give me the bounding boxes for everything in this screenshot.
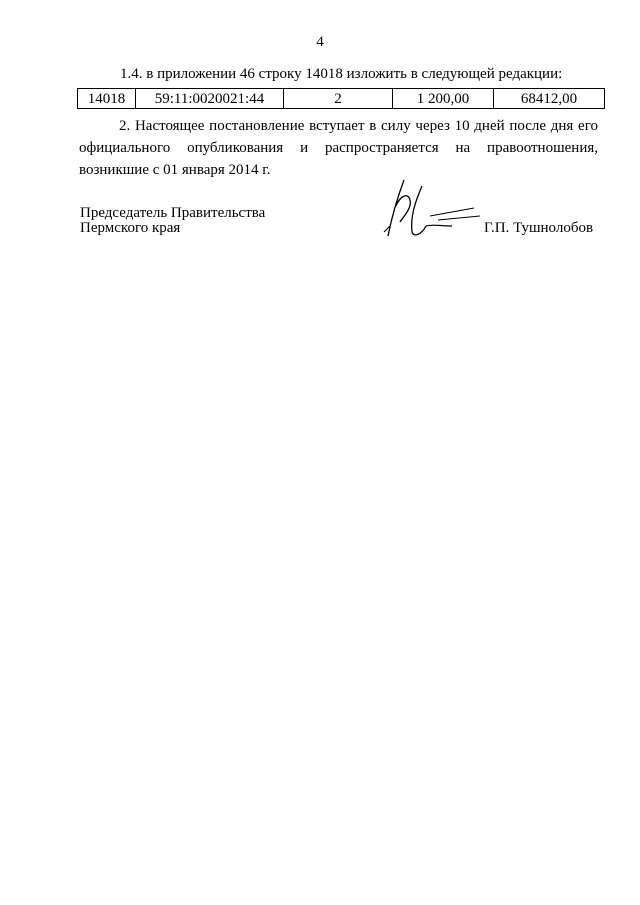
table-row (78, 89, 605, 109)
paragraph-line: официального опубликования и распространяется на правоотношения, (79, 140, 598, 156)
table-cell-value: 68412,00 (494, 89, 605, 109)
table-cell-area: 1 200,00 (393, 89, 494, 109)
item-1-4-text: 1.4. в приложении 46 строку 14018 изложить в следующей редакции: (120, 66, 563, 82)
paragraph-line: возникшие с 01 января 2014 г. (79, 162, 271, 178)
table-cell-count: 2 (284, 89, 393, 109)
handwritten-signature (382, 176, 482, 242)
table-cell-row-number: 14018 (78, 89, 136, 109)
signer-title (80, 206, 265, 236)
data-table (77, 88, 605, 109)
signer-name: Г.П. Тушнолобов (484, 220, 594, 236)
paragraph-2 (79, 115, 598, 181)
paragraph-line: 2. Настоящее постановление вступает в силу через 10 дней после дня его (119, 118, 598, 134)
signer-title-line: Председатель Правительства (80, 205, 266, 221)
page-number: 4 (316, 34, 324, 50)
table-cell-cadastral-number: 59:11:0020021:44 (136, 89, 284, 109)
signer-title-line: Пермского края (80, 220, 181, 236)
